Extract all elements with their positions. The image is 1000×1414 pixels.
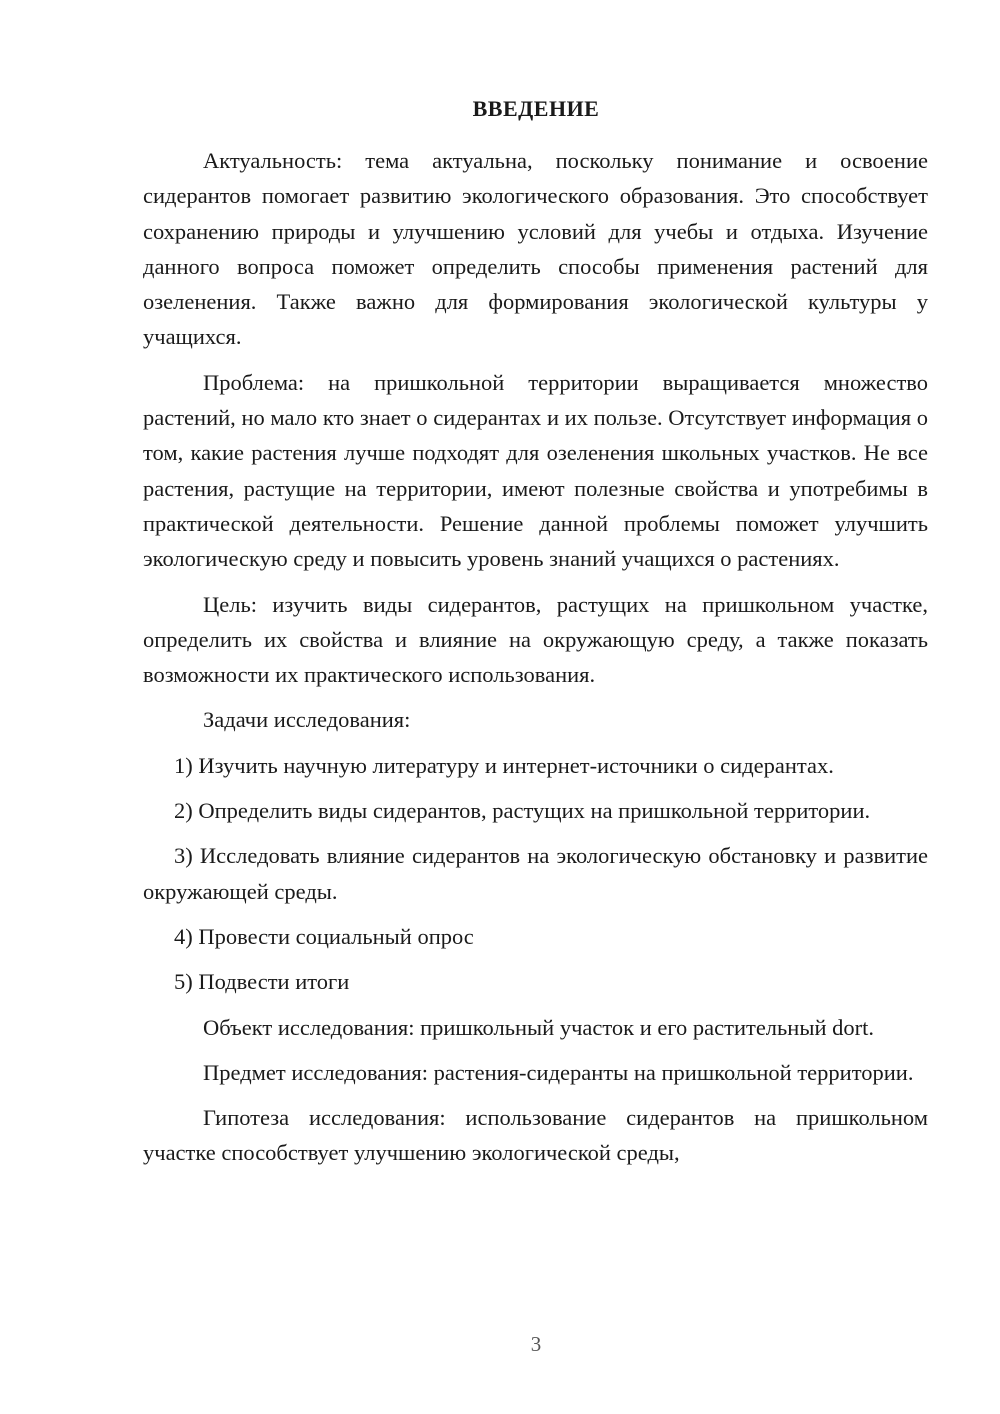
hypothesis-paragraph: Гипотеза исследования: использование сидерантов на пришкольном участке способствует улучшению экологической среды, xyxy=(143,1105,928,1166)
relevance-paragraph: Актуальность: тема актуальна, поскольку понимание и освоение сидерантов помогает развитию экологического образования. Это способствует сохранению природы и улучшению условий для учебы и отдыха. Изучение данного вопроса поможет определить способы применения растений для озеленения. Также важно для формирования экологической культуры у учащихся. xyxy=(143,148,928,350)
page-number: 3 xyxy=(530,1332,542,1356)
subject-paragraph: Предмет исследования: растения-сидеранты на пришкольной территории. xyxy=(203,1059,914,1085)
task-item-2: 2) Определить виды сидерантов, растущих на пришкольной территории. xyxy=(174,798,871,824)
task-item-4: 4) Провести социальный опрос xyxy=(174,923,474,949)
object-paragraph: Объект исследования: пришкольный участок и его растительный dort. xyxy=(203,1014,874,1040)
document-body xyxy=(143,143,928,1181)
task-item-3: 3) Исследовать влияние сидерантов на экологическую обстановку и развитие окружающей среды. xyxy=(143,843,928,904)
tasks-heading: Задачи исследования: xyxy=(203,707,411,733)
task-item-1: 1) Изучить научную литературу и интернет-источники о сидерантах. xyxy=(174,752,834,778)
goal-paragraph: Цель: изучить виды сидерантов, растущих на пришкольном участке, определить их свойства и влияние на окружающую среду, а также показать возможности их практического использования. xyxy=(143,591,928,688)
problem-paragraph: Проблема: на пришкольной территории выращивается множество растений, но мало кто знает о сидерантах и их пользе. Отсутствует информация о том, какие растения лучше подходят для озеленения школьных участков. Не все растения, растущие на территории, имеют полезные свойства и употребимы в практической деятельности. Решение данной проблемы поможет улучшить экологическую среду и повысить уровень знаний учащихся о растениях. xyxy=(143,369,928,572)
task-item-5: 5) Подвести итоги xyxy=(174,969,350,995)
page-title: ВВЕДЕНИЕ xyxy=(472,96,600,121)
